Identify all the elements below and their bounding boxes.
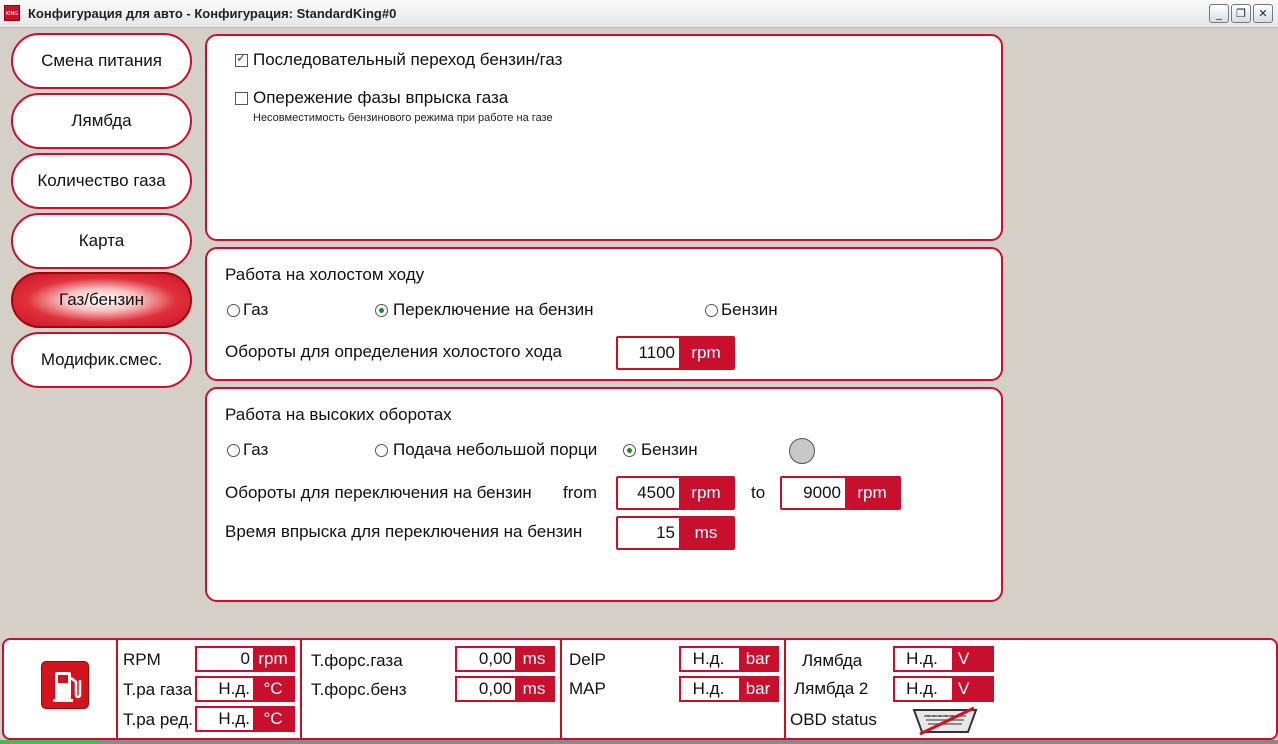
status-rpm-unit: rpm <box>253 648 293 670</box>
high-radio-small-label: Подача небольшой порци <box>393 440 598 459</box>
status-tgas-unit: °C <box>253 678 293 700</box>
advance-checkbox[interactable] <box>235 92 248 105</box>
high-to-unit: rpm <box>845 478 899 508</box>
status-tred-field <box>195 706 295 732</box>
high-to-field[interactable] <box>780 476 901 510</box>
high-time-label: Время впрыска для переключения на бензин <box>225 522 583 541</box>
status-indicator-icon <box>789 438 815 464</box>
status-divider <box>300 640 302 740</box>
idle-radio-gas[interactable] <box>227 304 240 317</box>
high-switch-label: Обороты для переключения на бензин <box>225 483 532 502</box>
close-button[interactable]: ✕ <box>1253 4 1273 23</box>
status-inj-gas-unit: ms <box>515 648 553 670</box>
status-rpm-value: 0 <box>240 649 250 668</box>
high-radio-gas[interactable] <box>227 444 240 457</box>
high-time-unit: ms <box>679 518 733 548</box>
status-tred-unit: °C <box>253 708 293 730</box>
status-lambda2-value: Н.д. <box>906 679 938 698</box>
status-bar <box>2 638 1278 740</box>
high-radio-gas-label: Газ <box>243 440 269 459</box>
idle-radio-switch[interactable] <box>375 304 388 317</box>
status-lambda2-label: Лямбда 2 <box>794 679 869 698</box>
status-lambda2-field <box>893 676 994 702</box>
obd-disconnected-icon <box>910 704 980 736</box>
high-radio-petrol[interactable] <box>623 444 636 457</box>
status-tgas-value: Н.д. <box>218 679 250 698</box>
high-from-label: from <box>563 483 597 502</box>
idle-rpm-value[interactable]: 1100 <box>638 343 675 362</box>
status-divider <box>560 640 562 740</box>
status-divider <box>116 640 118 740</box>
idle-rpm-label: Обороты для определения холостого хода <box>225 342 562 361</box>
sequential-checkbox[interactable] <box>235 54 248 67</box>
idle-rpm-field[interactable] <box>616 336 735 370</box>
status-inj-petrol-value: 0,00 <box>478 679 512 698</box>
status-lambda-field <box>893 646 994 672</box>
status-rpm-field <box>195 646 295 672</box>
sidebar-item-gas-quantity[interactable]: Количество газа <box>11 153 192 209</box>
status-inj-petrol-field <box>455 676 555 702</box>
sidebar-item-power-switch[interactable]: Смена питания <box>11 33 192 89</box>
sequential-label: Последовательный переход бензин/газ <box>253 50 563 69</box>
status-delp-value: Н.д. <box>692 649 725 668</box>
status-map-value: Н.д. <box>692 679 725 698</box>
high-time-field[interactable] <box>616 516 735 550</box>
idle-rpm-unit: rpm <box>679 338 733 368</box>
idle-radio-petrol[interactable] <box>705 304 718 317</box>
restore-button[interactable]: ❐ <box>1231 4 1251 23</box>
fuel-pump-icon[interactable] <box>41 661 89 709</box>
status-obd-label: OBD status <box>790 710 877 729</box>
sidebar-item-gas-petrol[interactable]: Газ/бензин <box>11 272 192 328</box>
advance-note: Несовместимость бензинового режима при работе на газе <box>253 112 553 124</box>
title-bar <box>0 0 1278 28</box>
idle-radio-gas-label: Газ <box>243 300 269 319</box>
status-lambda-unit: V <box>952 648 992 670</box>
status-lambda2-unit: V <box>952 678 992 700</box>
high-from-field[interactable] <box>616 476 735 510</box>
status-inj-gas-field <box>455 646 555 672</box>
fuel-pump-svg <box>42 662 90 710</box>
taskbar-progress <box>0 740 98 744</box>
high-to-value[interactable]: 9000 <box>803 483 841 502</box>
window-title: Конфигурация для авто - Конфигурация: StandardKing#0 <box>28 6 397 21</box>
status-tred-value: Н.д. <box>218 709 250 728</box>
status-lambda-label: Лямбда <box>802 651 863 670</box>
high-time-value[interactable]: 15 <box>656 523 675 542</box>
status-delp-unit: bar <box>739 648 777 670</box>
status-map-field <box>679 676 779 702</box>
advance-label: Опережение фазы впрыска газа <box>253 88 509 107</box>
status-inj-petrol-unit: ms <box>515 678 553 700</box>
high-radio-petrol-label: Бензин <box>641 440 698 459</box>
status-map-label: MAP <box>569 679 606 698</box>
idle-radio-switch-label: Переключение на бензин <box>393 300 594 319</box>
high-title: Работа на высоких оборотах <box>225 405 452 424</box>
taskbar-strip <box>0 740 1278 744</box>
app-logo-icon: KING <box>4 5 20 21</box>
status-tred-label: Т.ра ред. <box>123 710 194 729</box>
minimize-button[interactable]: _ <box>1209 4 1229 23</box>
high-from-value[interactable]: 4500 <box>637 483 675 502</box>
status-tgas-label: Т.ра газа <box>123 680 193 699</box>
status-inj-gas-value: 0,00 <box>478 649 512 668</box>
sidebar-item-lambda[interactable]: Лямбда <box>11 93 192 149</box>
status-delp-label: DelP <box>569 650 606 669</box>
status-delp-field <box>679 646 779 672</box>
idle-radio-petrol-label: Бензин <box>721 300 778 319</box>
status-lambda-value: Н.д. <box>906 649 938 668</box>
status-rpm-label: RPM <box>123 650 161 669</box>
status-inj-petrol-label: Т.форс.бенз <box>311 680 407 699</box>
high-from-unit: rpm <box>679 478 733 508</box>
status-tgas-field <box>195 676 295 702</box>
status-inj-gas-label: Т.форс.газа <box>311 651 403 670</box>
high-to-label: to <box>751 483 766 502</box>
sidebar-item-map[interactable]: Карта <box>11 213 192 269</box>
status-map-unit: bar <box>739 678 777 700</box>
idle-title: Работа на холостом ходу <box>225 265 425 284</box>
status-divider <box>784 640 786 740</box>
high-radio-small[interactable] <box>375 444 388 457</box>
obd-connector-svg <box>910 704 980 736</box>
sidebar-item-mixture-mod[interactable]: Модифик.смес. <box>11 332 192 388</box>
